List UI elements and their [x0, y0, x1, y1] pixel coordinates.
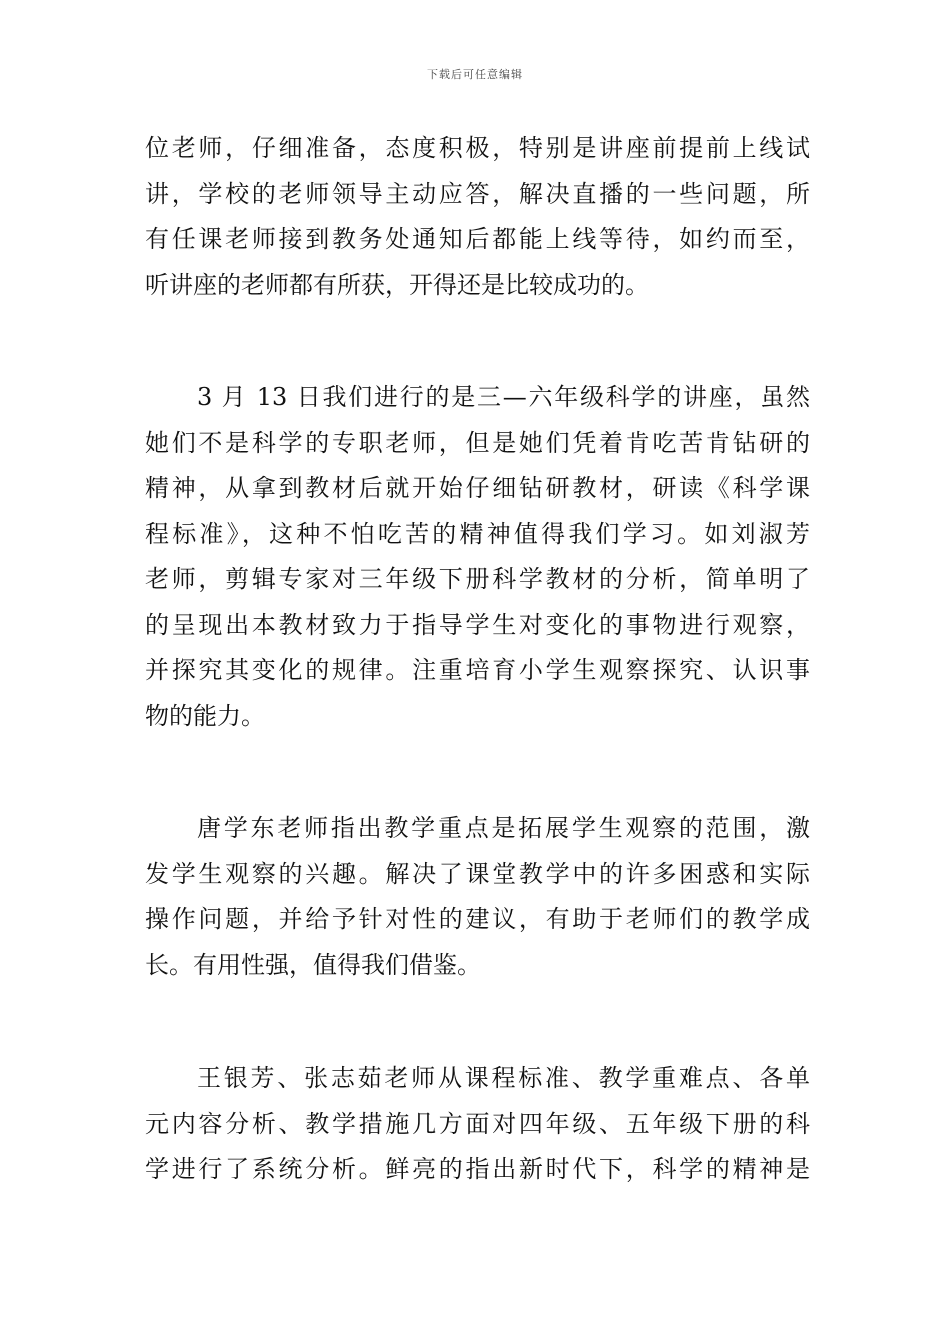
text-line: 精神，从拿到教材后就开始仔细钻研教材，研读《科学课	[145, 474, 810, 502]
text-line: 王银芳、张志茹老师从课程标准、教学重难点、各单	[197, 1064, 810, 1092]
text-line: 长。有用性强，值得我们借鉴。	[145, 950, 481, 979]
paragraph-3	[145, 806, 810, 988]
text-line: 学进行了系统分析。鲜亮的指出新时代下，科学的精神是	[145, 1155, 810, 1183]
text-line: 老师，剪辑专家对三年级下册科学教材的分析，简单明了	[145, 565, 810, 593]
text-line: 位老师，仔细准备，态度积极，特别是讲座前提前上线试	[145, 134, 810, 162]
page-header: 下载后可任意编辑	[427, 68, 523, 81]
paragraph-4	[145, 1056, 810, 1193]
paragraph-1	[145, 126, 810, 308]
text-line: 的呈现出本教材致力于指导学生对变化的事物进行观察，	[145, 610, 810, 639]
text-line: 她们不是科学的专职老师，但是她们凭着肯吃苦肯钻研的	[145, 428, 810, 457]
text-line: 有任课老师接到教务处通知后都能上线等待，如约而至，	[145, 225, 810, 253]
text-line: 唐学东老师指出教学重点是拓展学生观察的范围，激	[197, 814, 810, 842]
text-line: 程标准》，这种不怕吃苦的精神值得我们学习。如刘淑芳	[145, 519, 810, 548]
text-line: 发学生观察的兴趣。解决了课堂教学中的许多困惑和实际	[145, 859, 810, 888]
text-line: 听讲座的老师都有所获，开得还是比较成功的。	[145, 270, 649, 299]
text-line: 3 月 13 日我们进行的是三—六年级科学的讲座，虽然	[197, 383, 810, 411]
text-line: 元内容分析、教学措施几方面对四年级、五年级下册的科	[145, 1109, 810, 1138]
text-line: 并探究其变化的规律。注重培育小学生观察探究、认识事	[145, 656, 810, 684]
text-line: 讲，学校的老师领导主动应答，解决直播的一些问题，所	[145, 179, 810, 208]
paragraph-2	[145, 375, 810, 739]
text-line: 操作问题，并给予针对性的建议，有助于老师们的教学成	[145, 905, 810, 933]
text-line: 物的能力。	[145, 701, 265, 730]
